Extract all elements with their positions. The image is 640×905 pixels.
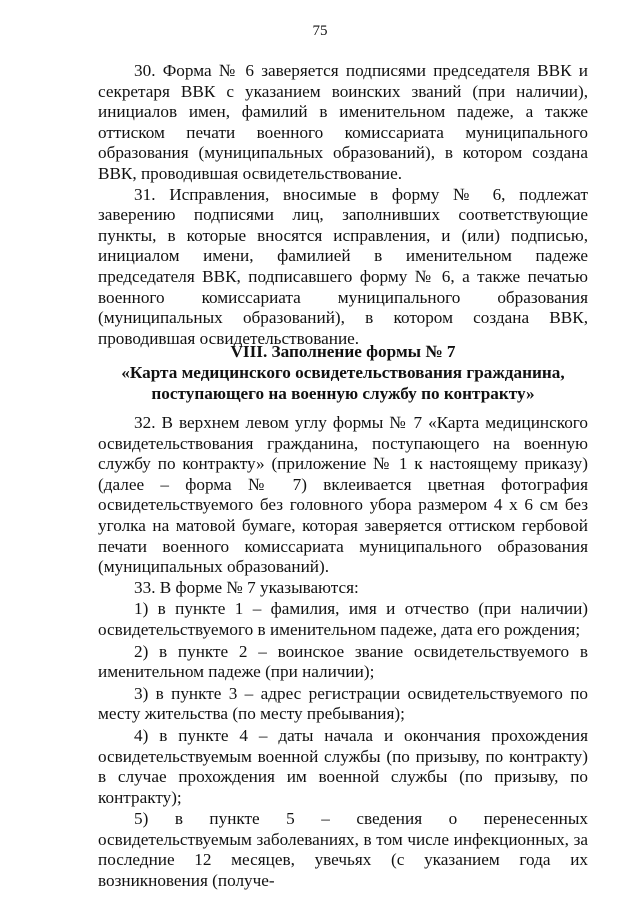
list-item-1: 1) в пункте 1 – фамилия, имя и отчество (при наличии) освидетельствуемого в именительном падеже, дата его рождения; — [98, 599, 588, 639]
list-item-5: 5) в пункте 5 – сведения о перенесенных освидетельствуемым заболеваниях, в том числе инфекционных, за последние 12 месяцев, увечьях (с указанием года их возникновения (получе- — [98, 809, 588, 891]
paragraph-33: 33. В форме № 7 указываются: — [134, 577, 359, 597]
paragraph-32: 32. В верхнем левом углу формы № 7 «Карта медицинского освидетельствования гражданина, поступающего на военную службу по контракту» (приложение № 1 к настоящему приказу) (далее – форма № 7) вклеивается цветная фотография освидетельствуемого без головного убора размером 4 х 6 см без уголка на матовой бумаге, которая заверяется оттиском гербовой печати военного комиссариата муниципального образования (муниципальных образований). — [98, 413, 588, 577]
list-item-4: 4) в пункте 4 – даты начала и окончания прохождения освидетельствуемым военной службы (по призыву, по контракту) в случае прохождения им военной службы (по призыву, по контракту); — [98, 725, 588, 807]
paragraph-31: 31. Исправления, вносимые в форму № 6, подлежат заверению подписями лиц, заполнивших соответствующие пункты, в которые вносятся исправления, и (или) подписью, инициалом имени, фамилией в именительном падеже председателя ВВК, подписавшего форму № 6, а также печатью военного комиссариата муниципального образования (муниципальных образований), в котором создана ВВК, проводившая освидетельствование. — [98, 184, 588, 348]
text-block-top — [98, 61, 588, 349]
list-item-3: 3) в пункте 3 – адрес регистрации освидетельствуемого по месту жительства (по месту пребывания); — [98, 683, 588, 724]
paragraph-30: 30. Форма № 6 заверяется подписями председателя ВВК и секретаря ВВК с указанием воинских званий (при наличии), инициалов имен, фамилий в именительном падеже, а также оттиском печати военного комиссариата муниципального образования (муниципальных образований), в котором создана ВВК, проводившая освидетельствование. — [98, 61, 588, 183]
list-item-2: 2) в пункте 2 – воинское звание освидетельствуемого в именительном падеже (при наличии); — [98, 641, 588, 682]
section-heading-line-2: «Карта медицинского освидетельствования гражданина, — [121, 363, 565, 382]
section-heading — [98, 341, 588, 404]
section-heading-line-1: VIII. Заполнение формы № 7 — [230, 342, 456, 361]
page-number: 75 — [312, 23, 328, 39]
section-heading-line-3: поступающего на военную службу по контракту» — [151, 384, 535, 403]
text-block-bottom — [98, 413, 588, 892]
